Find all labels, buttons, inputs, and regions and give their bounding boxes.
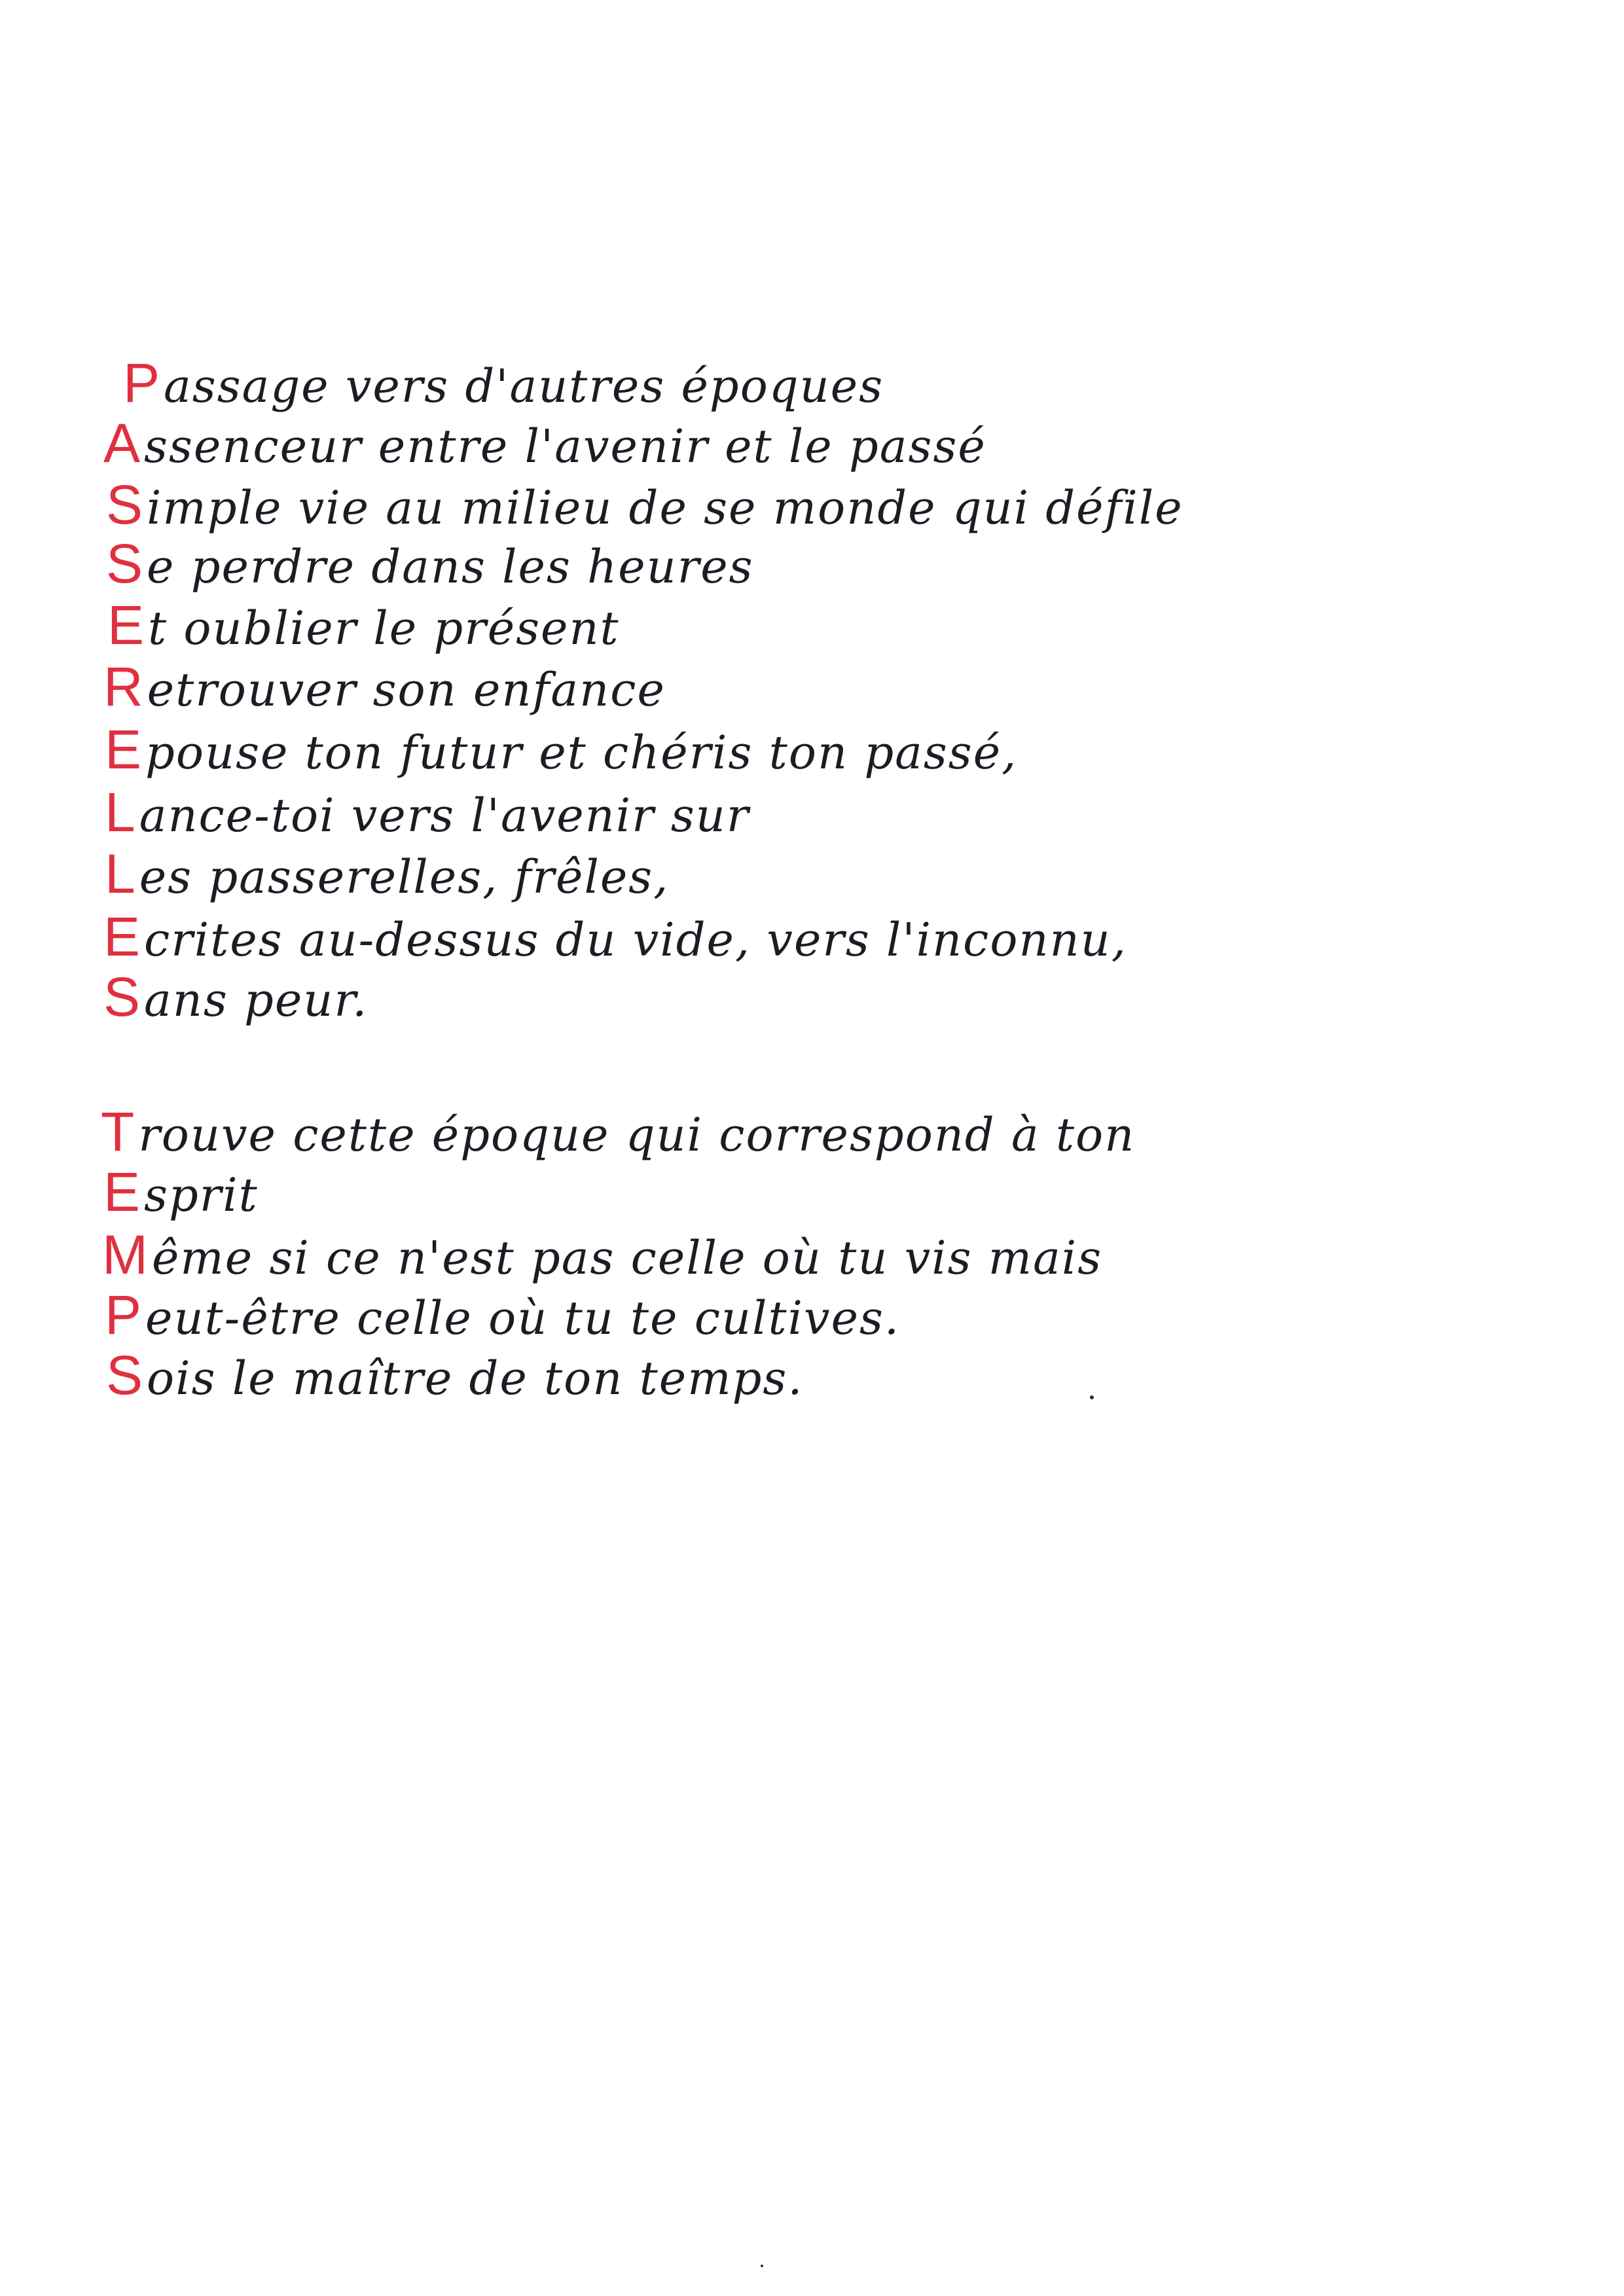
acrostic-initial: A (103, 412, 142, 474)
acrostic-initial: M (102, 1224, 149, 1285)
line-text: imple vie au milieu de se monde qui défile (147, 481, 1183, 535)
stanza-passerelles (98, 350, 1183, 1070)
line-text: t oublier le présent (148, 601, 620, 655)
poem-line (103, 654, 1181, 719)
poem-line (103, 964, 1181, 1030)
poem-line (106, 1343, 1140, 1407)
acrostic-initial: S (106, 533, 145, 594)
poem-line (103, 1160, 1138, 1224)
acrostic-initial: E (103, 906, 142, 967)
line-text: ssenceur entre l'avenir et le passé (144, 420, 986, 473)
line-text: crites au-dessus du vide, vers l'inconnu, (144, 913, 1127, 967)
line-text: rouve cette époque qui correspond à ton (138, 1108, 1136, 1162)
poem-line (103, 904, 1181, 969)
line-text: eut-être celle où tu te cultives. (145, 1291, 901, 1345)
poem-line (102, 1223, 1136, 1287)
poem-line (101, 1100, 1135, 1164)
poem-line (105, 841, 1182, 906)
poem-line (103, 410, 1181, 476)
line-text: ois le maître de ton temps. (147, 1352, 804, 1405)
line-text: ance-toi vers l'avenir sur (139, 789, 750, 842)
line-text: etrouver son enfance (147, 663, 666, 717)
acrostic-initial: L (105, 843, 137, 905)
line-text: es passerelles, frêles, (139, 850, 670, 904)
poem-line (106, 472, 1183, 537)
line-text: ême si ce n'est pas celle où tu vis mais (151, 1231, 1103, 1285)
acrostic-initial: L (105, 781, 137, 843)
line-text: ans peur. (144, 973, 369, 1027)
poem-line (105, 717, 1182, 782)
acrostic-initial: S (103, 966, 142, 1028)
acrostic-initial: S (106, 474, 145, 535)
acrostic-initial: P (123, 352, 162, 414)
poem-line (123, 350, 1200, 416)
line-text: assage vers d'autres époques (164, 359, 884, 413)
poem-line (107, 592, 1185, 658)
acrostic-initial: S (106, 1344, 145, 1406)
ink-speck (1090, 1395, 1094, 1399)
line-text: sprit (144, 1168, 259, 1222)
acrostic-initial: P (105, 1284, 143, 1346)
acrostic-initial: E (107, 594, 146, 656)
poem-line (105, 1283, 1139, 1347)
acrostic-initial: R (103, 656, 145, 717)
acrostic-initial: E (105, 719, 143, 780)
poem-line (106, 531, 1183, 596)
poem-line (105, 780, 1182, 845)
acrostic-initial: T (101, 1101, 136, 1162)
line-text: e perdre dans les heures (147, 540, 754, 594)
ink-speck (761, 2265, 763, 2267)
stanza-temps (98, 1100, 1136, 1420)
line-text: pouse ton futur et chéris ton passé, (145, 726, 1018, 780)
acrostic-initial: E (103, 1161, 142, 1223)
